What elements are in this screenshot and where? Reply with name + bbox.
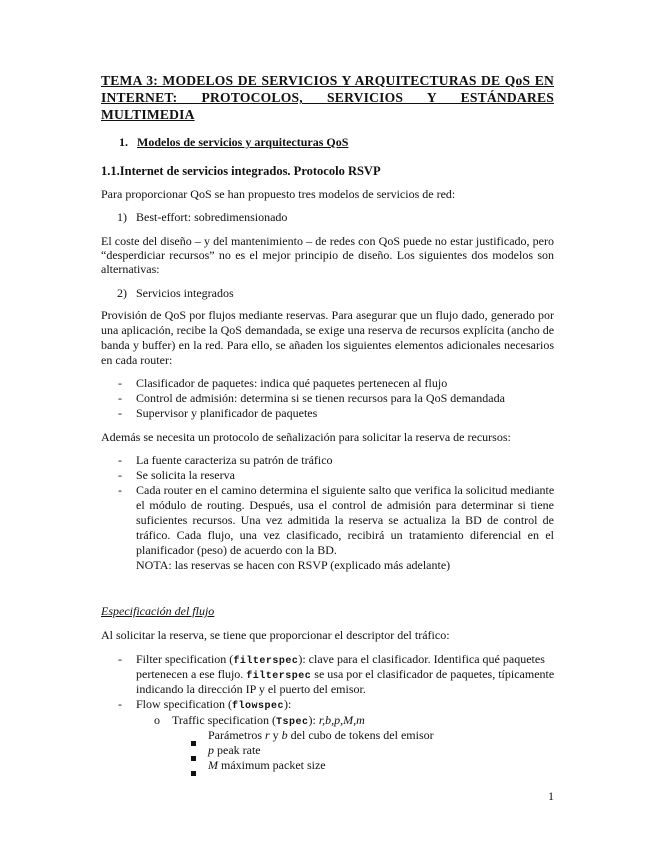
flowspec-code: flowspec [231,701,284,712]
paragraph-provision-line-2: una aplicación, recibe la QoS demandada, se exige una reserva de recursos explícita (ancho de [101,323,555,337]
filterspec-code: filterspec [233,656,299,667]
tspec-sep: ): [308,713,319,727]
list-item: La fuente caracteriza su patrón de tráfico [136,453,333,467]
param-var: r [264,728,270,742]
paragraph-cost-line-3: alternativas: [101,262,160,276]
param-text: Parámetros [208,728,265,742]
title-line-2: INTERNET: PROTOCOLOS, SERVICIOS Y ESTÁNDARES [101,90,554,105]
filter-spec-desc: ): clave para el clasificador. Identifica qué paquetes [298,652,545,666]
param-text: y [269,728,282,742]
filter-spec-label: Filter specification ( [136,652,234,666]
item-1-number: 1) [117,210,127,224]
list-item-router-line-1: Cada router en el camino determina el siguiente salto que verifica la solicitud mediante [136,483,555,497]
page-number: 1 [548,789,554,803]
list-dash: - [118,391,122,405]
filter-spec-text: se usa por el clasificador de paquetes, típicamente [311,667,555,681]
tspec-code: Tspec [275,717,309,728]
list-item: Se solicita la reserva [136,468,235,482]
paragraph-cost-line-2: “desperdiciar recursos” no es el mejor principio de diseño. Los siguientes dos modelos son [101,248,554,262]
param-var: p [208,743,214,757]
title-line-3: MULTIMEDIA [101,107,195,122]
list-dash: - [118,652,122,666]
flow-spec-label: Flow specification ( [136,697,232,711]
list-dash: - [118,697,122,711]
list-item: Control de admisión: determina si se tienen recursos para la QoS demandada [136,391,505,405]
section-number: 1. [119,135,128,149]
tspec-params: r,b,p,M,m [318,713,365,727]
list-item-router-line-5: planificador (peso) de acuerdo con la BD. [136,543,337,557]
paragraph-intro: Para proporcionar QoS se han propuesto tres modelos de servicios de red: [101,187,456,201]
subsection-title: 1.1.Internet de servicios integrados. Protocolo RSVP [101,164,381,178]
list-dash: - [118,453,122,467]
list-item-router-line-2: el módulo de routing. Después, usa el control de admisión para determinar si tiene [136,498,554,512]
tspec-label: Traffic specification ( [172,713,276,727]
paragraph-provision-line-1: Provisión de QoS por flujos mediante reservas. Para asegurar que un flujo dado, generado por [101,308,554,322]
paragraph-provision-line-3: banda y buffer) en la red. Para ello, se añaden los siguientes elementos adicionales necesarios [101,338,554,352]
param-var: M [208,758,218,772]
item-1-text: Best-effort: sobredimensionado [136,210,288,224]
param-text: peak rate [214,743,261,757]
paragraph-signaling: Además se necesita un protocolo de señalización para solicitar la reserva de recursos: [101,430,511,444]
item-2-text: Servicios integrados [136,286,234,300]
param-var: b [281,728,288,742]
paragraph-cost-line-1: El coste del diseño – y del mantenimiento – de redes con QoS puede no estar justificado, pero [101,234,554,248]
filterspec-code: filterspec [246,671,312,682]
param-text: máximum packet size [218,758,326,772]
flow-spec-heading: Especificación del flujo [101,604,215,618]
paragraph-provision-line-4: en cada router: [101,353,173,367]
item-2-number: 2) [117,286,127,300]
square-bullet-icon [191,763,196,781]
param-rb-line [208,728,434,742]
list-dash: - [118,483,122,497]
list-item-router-line-3: suficientes recursos. Una vez admitida la reserva se actualiza la BD de control de [136,513,554,527]
list-item: Supervisor y planificador de paquetes [136,406,318,420]
section-title: Modelos de servicios y arquitecturas QoS [137,135,349,149]
flow-spec-line [136,697,291,714]
list-dash: - [118,468,122,482]
list-item-router-line-4: tráfico. Cada flujo, una vez clasificado, recibirá un tratamiento diferencial en el [136,528,554,542]
flow-spec-end: ): [284,697,292,711]
paragraph-descriptor: Al solicitar la reserva, se tiene que proporcionar el descriptor del tráfico: [101,628,450,642]
param-max-line [208,758,326,772]
filter-spec-line-3: indicando la dirección IP y el puerto del emisor. [136,682,366,696]
param-peak-line [208,743,261,757]
note-text: NOTA: las reservas se hacen con RSVP (explicado más adelante) [136,558,451,572]
param-text: del cubo de tokens del emisor [287,728,434,742]
list-dash: - [118,376,122,390]
list-item: Clasificador de paquetes: indica qué paquetes pertenecen al flujo [136,376,448,390]
list-dash: - [118,406,122,420]
title-line-1: TEMA 3: MODELOS DE SERVICIOS Y ARQUITECTURAS DE QoS EN [101,73,554,88]
filter-spec-text: pertenecen a ese flujo. [136,667,247,681]
sub-bullet-circle: o [154,713,160,727]
